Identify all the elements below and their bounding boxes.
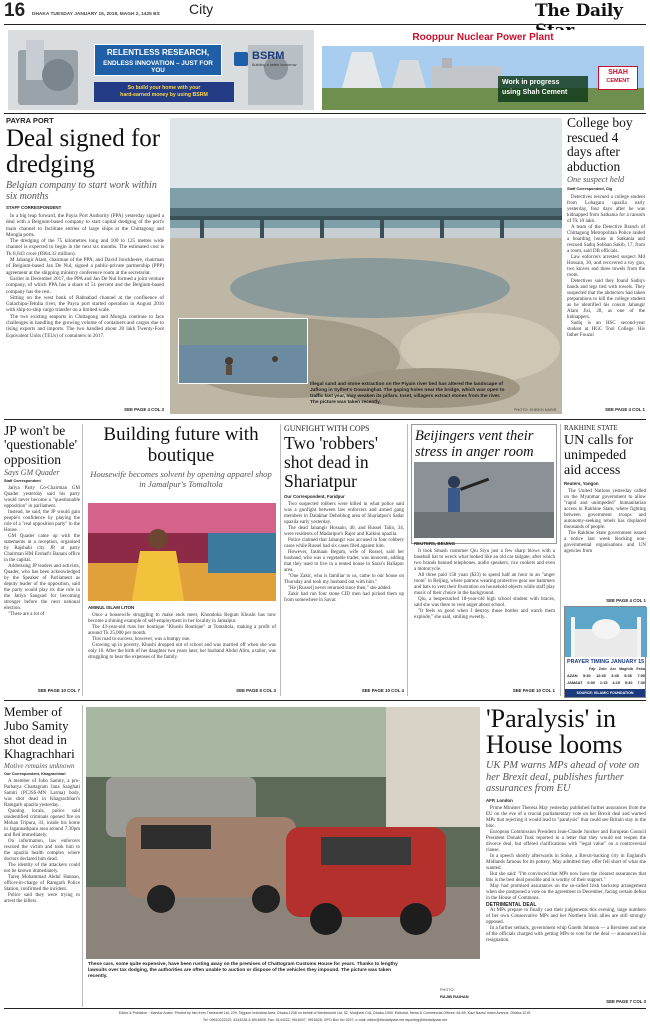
see-page-link[interactable]: SEE PAGE 4 COL 1 (605, 407, 645, 412)
bsrm-brand: BSRM (252, 50, 285, 62)
story-paragraph: Law enforcers arrested suspect Md Hossain, 30, and recovered a toy gun, two knives and three towels from the room. (567, 255, 645, 279)
shah-cement-ad[interactable] (322, 30, 644, 110)
prayer-time: 3:45 (611, 674, 619, 678)
story-byline: Reuters, Yangon (564, 481, 599, 486)
prayer-header: Zohr (598, 667, 607, 671)
story-paragraph: In a big leap forward, the Payra Port Authority (PPA) yesterday signed a deal with a Belgium-based company to start capital dredging of the port's main channel to facilitate entries of large ships at the Chittagong and Mongla ports. (6, 213, 164, 238)
story-subhead: Motive remains unknown (4, 762, 75, 770)
story-headline[interactable]: College boy rescued 4 days after abduction (567, 115, 633, 174)
story-paragraph: Quoting locals, police said unidentified criminals opened fire on Mohan Tripura, 33, inside his home in Jagannathpara area around 7:30pm and fled immediately. (4, 809, 80, 838)
paper-name: The Daily (535, 1, 623, 21)
prayer-time: 12:45 (596, 674, 606, 678)
story-headline[interactable]: Building future with boutique (103, 424, 259, 466)
shah-line2: using Shah Cement (502, 89, 568, 96)
story-un (564, 424, 646, 555)
story-paragraph: The 43-year-old runs her boutique "Khushi Boutique" at Tomaltola, making a profit of around Tk 25,000 per month. (88, 625, 276, 636)
prayer-time: 5:30 (583, 674, 591, 678)
story-paragraph: European Commission President Jean-Claude Juncker and European Council President Donald Tusk reported in a letter that they would not reopen the divorce deal, but offered clarifications with "legal value" on a controversial clause. (486, 829, 646, 853)
story-paragraph: The dead Jahangir Hossain, 40, and Russel Talin, 34, were residents of Madaripur's Rajor and Kalkini upazila. (284, 526, 404, 537)
story-paragraph: Sadiq is an HSC second-year student at HGC Tool College. His father Fouzul (567, 321, 645, 339)
story-body (6, 213, 164, 339)
story-headline[interactable]: Two 'robbers' shot dead in Shariatpur (284, 433, 379, 491)
story-paragraph: GM Quader came up with the statements at a reception, organised by Rajshahi city JP, at party Chairman HM Ershad's Banani office in the capital. (4, 534, 80, 564)
photo-credit: PHOTO: SHEIKH NASIR (514, 408, 557, 412)
page-number: 16 (4, 0, 26, 21)
story-paragraph: All three paid 158 yuan ($23) to spend half an hour in an "anger room" in Beijing, where patrons wearing protective gear use hammers and bats to vent their frustration on household objects while staff play music of their choice in the background. (414, 573, 555, 596)
story-byline: Our Correspondent, Khagrachhari (4, 772, 66, 776)
story-byline: STAFF CORRESPONDENT (6, 205, 62, 210)
story-paragraph: Instead, he said, the JP would gain people's confidence by playing the role of a "real opposition party" in the House. (4, 510, 80, 534)
story-paragraph: Prime Minister Theresa May yesterday published further assurances from the EU on the eve of a crucial parliamentary vote on her Brexit deal and warned MPs that rejecting it would lead to "paralysis" that could see Britain stay in the bloc. (486, 805, 646, 829)
see-page-link[interactable]: SEE PAGE 10 COL 7 (37, 688, 80, 693)
prayer-title: PRAYER TIMING JANUARY 15 (567, 659, 645, 665)
prayer-row (567, 681, 645, 685)
story-paragraph: Addressing JP leaders and activists, Quader, who has been acknowledged by the Speaker of Parliament as deputy leader of the opposition, said the party would play its due role in the Jatiya Sangsad for becoming stronger before the next national election. (4, 564, 80, 612)
story-subhead: UK PM warns MPs ahead of vote on her Brexit deal, publishes further assurances from EU (486, 760, 640, 795)
story-jp (4, 424, 80, 618)
imprint-line: Editor & Publisher : Mahfuz Anam. Printed by him from Transcraft Ltd, 229, Tejgaon Industrial Area, Dhaka-1208 on behalf of Mediaworld Ltd, 52, Motijheel C/A, Dhaka-1000. Editorial, News & Commercial Offices: 64-65, Kazi Nazrul Islam Avenue, Dhaka-1215. (118, 1011, 532, 1015)
story-paragraph: This road to success, however, was a bumpy one. (92, 637, 191, 642)
story-headline[interactable]: Beijingers vent their stress in anger room (415, 428, 534, 460)
rusting-cars-illustration (86, 707, 480, 959)
shah-headline: Rooppur Nuclear Power Plant (412, 32, 554, 43)
story-paragraph: "One Zakir, who is familiar to us, came to our house on Thursday and took my husband out with him." (284, 574, 404, 585)
story-dredging (6, 116, 164, 416)
story-paragraph: "He [Russel] never returned since then," she added. (288, 586, 392, 591)
story-headline[interactable]: 'Paralysis' in House looms (486, 704, 623, 759)
imprint-contact-line: Tel: 09610222222, 8144238 & 8916505; Fax: 9144322, 9916007, 9916528; GPO Box No 3257; e-mail: editor@thedailystar.net reporting@thedailystar.net (202, 1018, 448, 1022)
shah-line1: Work in progress (502, 79, 560, 86)
story-crosshead: DETRIMENTAL DEAL (486, 901, 537, 908)
story-paragraph: Police said they were trying to arrest the killers. (4, 893, 80, 904)
story-paragraph: Sitting on the west bank of Rabnabad channel at the confluence of Galachipa-Tetulia river, the Payra port started operation in August 2016 with ship-to-ship cargo transfer on a limited scale. (6, 294, 164, 314)
photo-credit-label: PHOTO: (440, 988, 455, 992)
story-paragraph: Detectives rescued a college student from Lohagara upazila early yesterday, four days after he was kidnapped from Satkania for a ransom of Tk 10 lakh. (567, 195, 645, 225)
story-paragraph: The United Nations yesterday called on the Myanmar government to allow "rapid and unimpeded" humanitarian access in Rakhine State, where fighting between government troops and autonomy-seeking rebels has displaced thousands of people. (564, 489, 646, 530)
story-paragraph: At MPs prepare to finally cast their judgements this evening, large numbers of her own Conservative MPs and her Northern Irish allies are still strongly opposed. (486, 907, 646, 925)
boutique-woman-illustration (88, 503, 276, 601)
story-robbers (284, 424, 404, 604)
story-subhead: Housewife becomes solvent by opening apparel shop in Jamalpur's Tomaltola (90, 469, 272, 489)
story-headline[interactable]: Deal signed for dredging (6, 125, 161, 178)
story-paragraph: Tareq Mohammad Abdul Hannan, officer-in-charge of Ramgarh Police Station, confirmed the incident. (4, 875, 80, 892)
prayer-row-label: JAMAAT (567, 681, 583, 685)
story-paragraph: The Rakhine State government issued a notice last week blocking non-governmental organisations and UN agencies from (564, 531, 646, 554)
bsrm-logo-icon (234, 52, 248, 66)
prayer-timing-box (564, 606, 646, 698)
story-kicker: RAKHINE STATE (564, 424, 618, 432)
photo-river-inset (178, 318, 308, 384)
story-subhead: Says GM Quader (4, 468, 60, 478)
photo-caption: Illegal sand and stone extraction on the Piyain river bed has altered the landscape of Jaflong in Sylhet's Gowainghat. The gaping holes near the bridge, which was open to traffic last year, may weaken its pillars. Inset, villagers extract stones from the river. The picture was taken recently. (310, 382, 505, 405)
story-subhead: Belgian company to start work within six months (6, 180, 157, 202)
prayer-header: Maghrib (619, 667, 634, 671)
story-paragraph: Once a housewife struggling to make ends meet, Khondoka Begum Khushi has now become a shining example of self-employment in her locality in Jamalpur. (88, 613, 276, 624)
photo-boutique (88, 503, 276, 601)
prayer-header: Esha (636, 667, 645, 671)
story-paragraph: Growing up in poverty, Khushi dropped out of school and was married off when she was only 16. After the birth of her daughter two years later, her husband Abdul Alim, a tailor, was struggling to bear the expenses of the family. (88, 643, 276, 660)
story-body (564, 489, 646, 555)
bsrm-brand-sub: Building a better tomorrow (252, 63, 297, 67)
story-body (486, 806, 646, 944)
story-kicker: PAYRA PORT (6, 116, 54, 125)
bsrm-tagline2: hard-earned money by using BSRM (120, 92, 208, 98)
prayer-time: 1:15 (599, 681, 608, 685)
section-name: City (189, 1, 214, 17)
prayer-time: 5:36 (624, 674, 632, 678)
masthead (0, 0, 650, 26)
prayer-time: 7:30 (637, 681, 645, 685)
photo-caption: These cars, some quite expensive, have been rusting away on the premises of Chattogram Customs House for years. Thanks to lengthy lawsuits over tax dodging, the authorities are often unable to auction or dispose of the vehicles they impound. The picture was taken recently. (88, 962, 398, 979)
story-jubo (4, 705, 80, 905)
story-headline[interactable]: UN calls for unimpeded aid access (564, 433, 634, 478)
story-paragraph: "There are a lot of (8, 612, 45, 618)
story-body (567, 195, 645, 339)
story-body (284, 502, 404, 604)
stone-extraction-illustration (179, 319, 308, 384)
bsrm-tagline1: So build your home with your (127, 85, 201, 91)
photo-credit: RAJIB RAIHAN (440, 994, 469, 999)
mosque-illustration (565, 607, 647, 657)
story-paragraph: Detectives said they found Sadiq's hands and legs tied with towels. They suspected that the abductors had taken preparations to kill the college student as he identified his cousin Jahangir Alam Jisi, 28, as one of the kidnappers. (567, 279, 645, 321)
story-paragraph: May had promised assurances on the so-called Irish backstop arrangement when she postponed a vote on the agreement in December, facing certain defeat in the House of Commons. (486, 883, 646, 901)
story-paragraph: A team of the Detective Branch of Chittagong Metropolitan Police raided a boarding house in Satkania and rescued Sadiq Sobhan Sakib, 17, from a room, said DB officials. (567, 225, 645, 255)
story-byline: AFP, London (486, 797, 513, 803)
story-paragraph: Two suspected robbers were killed in what police said was a gunfight between law enforcers and armed gang members in Dalakhar Dehobhog area of Shariatpur's Sadar upazila early yesterday. (284, 502, 404, 525)
story-paragraph: Zakir had run four stone CID men had picked them up from somewhere in Savar. (284, 592, 404, 603)
prayer-header: Fajr (589, 667, 596, 671)
prayer-source: SOURCE: ISLAMIC FOUNDATION (565, 689, 645, 697)
shah-brand: SHAH (608, 69, 628, 76)
see-page-link[interactable]: SEE PAGE 5 COL 3 (236, 688, 276, 693)
story-body (4, 486, 80, 618)
story-paragraph: Earlier in December 2017, the PPA and Jan De Nul formed a joint venture company, of which PPA has a share of 51 percent and the Belgium-based company has the rest. (6, 275, 164, 295)
shah-brand-sub: CEMENT (606, 78, 630, 84)
story-body (414, 549, 555, 621)
story-byline: AMINUL ISLAM LITON (88, 605, 135, 610)
see-page-link[interactable]: SEE PAGE 7 COL 3 (606, 999, 646, 1004)
story-paragraph: Qiu, a bespectacled 18-year-old high school student with braces, said she was there to vent anger about school. (414, 597, 555, 608)
story-paragraph: However, Jasmaan Begum, wife of Russel, said her husband, who was a vegetable trader, was innocent, adding that they used to live in a rented house in Sarar's Ballapur area. (284, 550, 404, 573)
story-paragraph: In a further setback, government whip Gareth Johnson — a Brexiteer and one of the officials charged with getting MPs to vote for the deal — announced his resignation. (486, 925, 646, 943)
story-subhead: One suspect held (567, 175, 625, 185)
anger-room-illustration (414, 462, 554, 538)
story-paragraph: The identity of the attackers could not be known immediately. (4, 863, 80, 874)
story-paragraph: The two existing seaports in Chittagong and Mongla continue to face challenges in handling the growing volume of containers and cargos due to rising exports and imports. The two handled about 20 lakh Twenty-Foot Equivalent Units (TEUs) of containers in 2017. (6, 313, 164, 339)
see-page-link[interactable]: SEE PAGE 10 COL 4 (361, 688, 404, 693)
dateline: DHAKA TUESDAY JANUARY 15, 2019, MAGH 2, 1425 BS (32, 12, 160, 17)
see-page-link[interactable]: SEE PAGE 4 COL 1 (606, 598, 646, 603)
story-paragraph: It took Smash customer Qiu Siyu just a few sharp blows with a baseball bat to wreck what looked like an old car tailgate, after which two brands banned telephones, audio speakers, rice cookers and even a motorcycle. (414, 549, 555, 572)
story-body (4, 779, 80, 905)
story-paragraph: "It feels so good when I destroy those bottles and watch them explode," she said, smiling sweetly. (414, 609, 555, 620)
story-byline: Our Correspondent, Faridpur (284, 494, 345, 499)
see-page-link[interactable]: SEE PAGE 4 COL 3 (124, 407, 164, 412)
prayer-time: 7:00 (637, 674, 645, 678)
bsrm-headline-line1: RELENTLESS RESEARCH, (106, 48, 210, 57)
story-paragraph: The dredging of the 75 kilometres long and 100 to 125 metres wide channel is expected to begin in the next six months. The estimated cost is Tk 8,643 crore (€864.32 million). (6, 238, 164, 257)
bsrm-ad[interactable] (8, 30, 314, 110)
story-paragraph: But she said: "I'm convinced that MPs now have the clearest assurances that this is the best deal possible and is worthy of their support." (486, 871, 646, 883)
prayer-time: 5:40 (624, 681, 633, 685)
prayer-time: 4:15 (612, 681, 620, 685)
story-abduction (567, 116, 645, 339)
story-kicker: GUNFIGHT WITH COPS (284, 424, 370, 433)
story-paragraph: M Jahangir Alam, chairman of the PPA, and David Jonckheere, chairman of Belgium-based Jan De Nul, signed a public-private partnership (PPP) agreement at the shipping ministry conference room at the secretariat. (6, 257, 164, 276)
bsrm-headline-line2: ENDLESS INNOVATION – JUST FOR YOU (103, 60, 213, 74)
story-paragraph: On information, law enforcers rescued the victim and took him to the upazila health complex where doctors declared him dead. (4, 839, 80, 862)
story-brexit (486, 706, 646, 944)
story-headline[interactable]: JP won't be 'questionable' opposition (4, 423, 78, 467)
photo-cars (86, 707, 480, 959)
prayer-time: 6:00 (587, 681, 596, 685)
story-byline: REUTERS, BEIJING (414, 541, 455, 546)
prayer-row (567, 674, 645, 678)
story-paragraph: Jatiya Party Co-Chairman GM Quader yesterday said his party would never become a "questionable opposition" in parliament. (4, 486, 80, 510)
see-page-link[interactable]: SEE PAGE 10 COL 1 (512, 688, 555, 693)
story-byline: Staff Correspondent (4, 479, 41, 484)
story-body (88, 613, 276, 661)
story-paragraph: A member of Jubo Samity, a pro-Parbatya Chattagram Jana Sanghati Samiti (PCJSS-MN Larma) body, was shot dead in Khagrachhari's Ramgarh upazila yesterday. (4, 779, 80, 808)
story-paragraph: Police claimed that Jahangir was accused in four robbery cases while Russel had six cases filed against him. (284, 538, 404, 549)
prayer-headers (589, 667, 645, 671)
story-byline: Staff Correspondent, Ctg (567, 187, 613, 192)
prayer-header: Asr (609, 667, 616, 671)
story-headline[interactable]: Member of Jubo Samity shot dead in Khagrachhari (4, 704, 75, 761)
prayer-row-label: AZAN (567, 674, 578, 678)
story-paragraph: In a speech shortly afterwards in Stoke, a Brexit-backing city in England's Midlands famous for its pottery, May admitted they offer fell short of what she wanted. (486, 853, 646, 871)
story-boutique (86, 424, 276, 489)
photo-beijing (414, 462, 554, 538)
